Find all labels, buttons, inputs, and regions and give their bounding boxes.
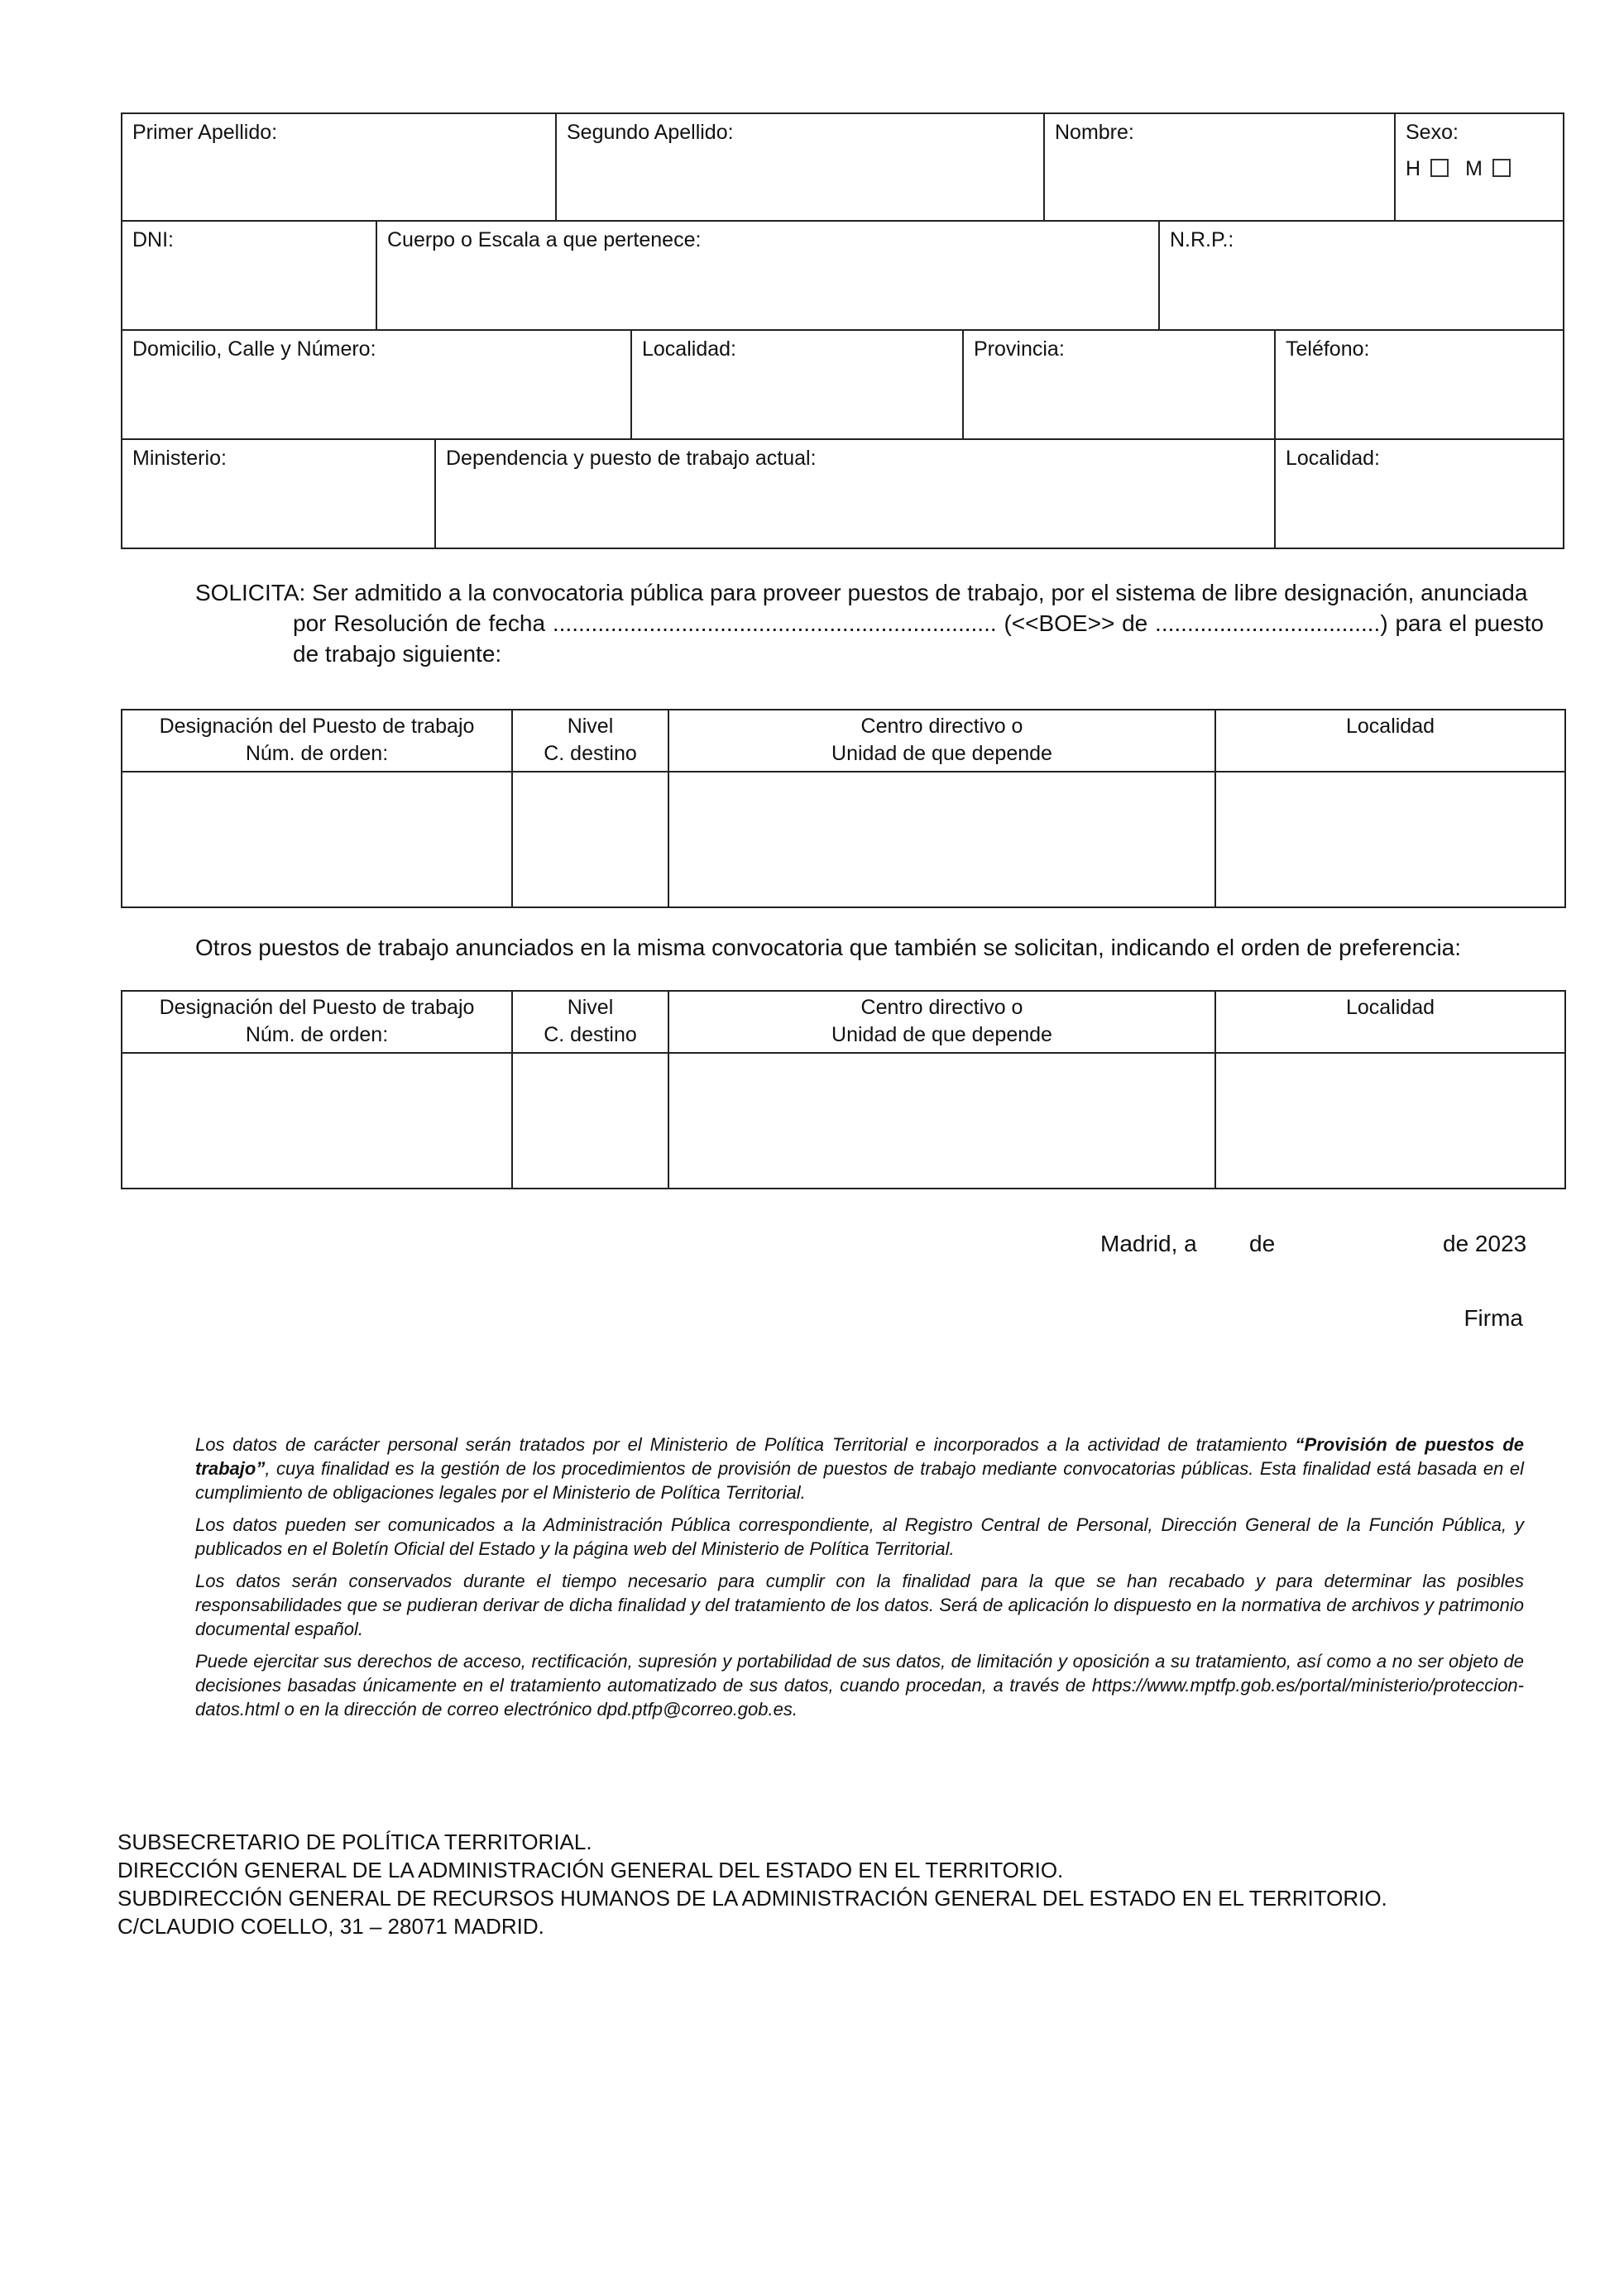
primer-apellido-field[interactable] bbox=[121, 112, 555, 222]
legal-paragraph-1: Los datos de carácter personal serán tratados por el Ministerio de Política Territorial e incorporados a la actividad de tratamiento “Provisión de puestos de trabajo”, cuya finalidad es la gestión de los procedimientos de provisión de puestos de trabajo mediante convocatorias públicas. Esta finalidad está basada en el cumplimiento de obligaciones legales por el Ministerio de Política Territorial. bbox=[195, 1434, 1524, 1503]
puesto-table-header bbox=[122, 710, 1565, 772]
personal-row-2 bbox=[121, 222, 1564, 331]
designacion-cell[interactable] bbox=[122, 772, 512, 907]
nivel-cell[interactable] bbox=[512, 1053, 668, 1189]
domicilio-field[interactable] bbox=[121, 331, 630, 440]
domicilio-label: Domicilio, Calle y Número: bbox=[132, 337, 376, 361]
header-centro: Centro directivo o Unidad de que depende bbox=[668, 710, 1215, 772]
solicita-paragraph bbox=[195, 577, 1544, 669]
sexo-option-h[interactable]: H bbox=[1406, 157, 1449, 181]
dni-label: DNI: bbox=[132, 228, 174, 251]
header-centro: Centro directivo o Unidad de que depende bbox=[668, 991, 1215, 1053]
legal-paragraph-4: Puede ejercitar sus derechos de acceso, rectificación, supresión y portabilidad de sus datos, de limitación y oposición a su tratamiento, así como a no ser objeto de decisiones basadas únicamente en el tratamiento automatizado de sus datos, cuando procedan, a través de https://www.mptfp.gob.es/portal/ministerio/proteccion-datos.html o en la dirección de correo electrónico dpd.ptfp@correo.gob.es. bbox=[195, 1651, 1524, 1720]
provincia-field[interactable] bbox=[962, 331, 1274, 440]
footer-line-1: SUBSECRETARIO DE POLÍTICA TERRITORIAL. bbox=[117, 1830, 592, 1854]
ministerio-field[interactable] bbox=[121, 440, 434, 549]
header-designacion: Designación del Puesto de trabajo Núm. de orden: bbox=[122, 710, 512, 772]
legal-paragraph-3: Los datos serán conservados durante el tiempo necesario para cumplir con la finalidad para la que se han recabado y para determinar las posibles responsabilidades que se pudieran derivar de dicha finalidad y del tratamiento de los datos. Será de aplicación lo dispuesto en la normativa de archivos y patrimonio documental español. bbox=[195, 1571, 1524, 1639]
header-nivel: Nivel C. destino bbox=[512, 710, 668, 772]
segundo-apellido-label: Segundo Apellido: bbox=[567, 121, 734, 144]
footer-address bbox=[117, 1828, 1387, 1940]
designacion-cell[interactable] bbox=[122, 1053, 512, 1189]
localidad-label: Localidad: bbox=[642, 337, 736, 361]
otros-puestos-table bbox=[121, 990, 1566, 1189]
puesto-table bbox=[121, 709, 1566, 908]
footer-line-3: SUBDIRECCIÓN GENERAL DE RECURSOS HUMANOS DE LA ADMINISTRACIÓN GENERAL DEL ESTADO EN EL TERRITORIO. bbox=[117, 1886, 1387, 1911]
fecha-de-2: de 2023 bbox=[1443, 1231, 1527, 1256]
telefono-label: Teléfono: bbox=[1286, 337, 1370, 361]
centro-cell[interactable] bbox=[668, 772, 1215, 907]
legal-paragraph-2: Los datos pueden ser comunicados a la Administración Pública correspondiente, al Registro Central de Personal, Dirección General de la Función Pública, y publicados en el Boletín Oficial del Estado y la página web del Ministerio de Política Territorial. bbox=[195, 1514, 1524, 1559]
table-row bbox=[122, 772, 1565, 907]
solicita-line-2: por Resolución de fecha ..................................................................... (<<BOE>> de ...................................) para el puesto de trabajo siguiente: bbox=[293, 610, 1544, 667]
primer-apellido-label: Primer Apellido: bbox=[132, 121, 278, 144]
nivel-cell[interactable] bbox=[512, 772, 668, 907]
sexo-label: Sexo: bbox=[1406, 121, 1459, 144]
personal-row-1 bbox=[121, 112, 1564, 222]
centro-cell[interactable] bbox=[668, 1053, 1215, 1189]
otros-puestos-text: Otros puestos de trabajo anunciados en la misma convocatoria que también se solicitan, indicando el orden de preferencia: bbox=[195, 935, 1462, 960]
nombre-field[interactable] bbox=[1043, 112, 1394, 222]
dependencia-label: Dependencia y puesto de trabajo actual: bbox=[446, 447, 817, 470]
header-localidad: Localidad bbox=[1215, 991, 1565, 1053]
sexo-field bbox=[1394, 112, 1564, 222]
fecha-de-1: de bbox=[1249, 1231, 1276, 1256]
nrp-label: N.R.P.: bbox=[1170, 228, 1234, 251]
firma-label: Firma bbox=[1464, 1305, 1523, 1331]
nrp-field[interactable] bbox=[1158, 222, 1564, 331]
checkbox-h-icon[interactable] bbox=[1430, 159, 1449, 177]
localidad-field[interactable] bbox=[630, 331, 962, 440]
dependencia-field[interactable] bbox=[434, 440, 1274, 549]
fecha-line bbox=[1100, 1231, 1527, 1260]
header-designacion: Designación del Puesto de trabajo Núm. de orden: bbox=[122, 991, 512, 1053]
header-localidad: Localidad bbox=[1215, 710, 1565, 772]
dni-field[interactable] bbox=[121, 222, 376, 331]
sexo-option-m[interactable]: M bbox=[1465, 157, 1511, 181]
ministerio-label: Ministerio: bbox=[132, 447, 227, 470]
fecha-madrid: Madrid, a bbox=[1100, 1231, 1197, 1256]
nombre-label: Nombre: bbox=[1055, 121, 1134, 144]
checkbox-m-icon[interactable] bbox=[1492, 159, 1511, 177]
legal-notice bbox=[195, 1433, 1524, 1729]
provincia-label: Provincia: bbox=[974, 337, 1065, 361]
telefono-field[interactable] bbox=[1274, 331, 1564, 440]
personal-row-4 bbox=[121, 440, 1564, 549]
table-row bbox=[122, 1053, 1565, 1189]
solicita-line-1: SOLICITA: Ser admitido a la convocatoria pública para proveer puestos de trabajo, por el sistema de libre designación, anunciada bbox=[195, 580, 1528, 605]
cuerpo-field[interactable] bbox=[376, 222, 1158, 331]
cuerpo-label: Cuerpo o Escala a que pertenece: bbox=[387, 228, 702, 251]
localidad-cell[interactable] bbox=[1215, 772, 1565, 907]
personal-row-3 bbox=[121, 331, 1564, 440]
footer-line-2: DIRECCIÓN GENERAL DE LA ADMINISTRACIÓN GENERAL DEL ESTADO EN EL TERRITORIO. bbox=[117, 1858, 1064, 1882]
footer-line-4: C/CLAUDIO COELLO, 31 – 28071 MADRID. bbox=[117, 1914, 544, 1939]
otros-table-header bbox=[122, 991, 1565, 1053]
localidad-actual-field[interactable] bbox=[1274, 440, 1564, 549]
header-nivel: Nivel C. destino bbox=[512, 991, 668, 1053]
localidad-actual-label: Localidad: bbox=[1286, 447, 1380, 470]
segundo-apellido-field[interactable] bbox=[555, 112, 1043, 222]
localidad-cell[interactable] bbox=[1215, 1053, 1565, 1189]
